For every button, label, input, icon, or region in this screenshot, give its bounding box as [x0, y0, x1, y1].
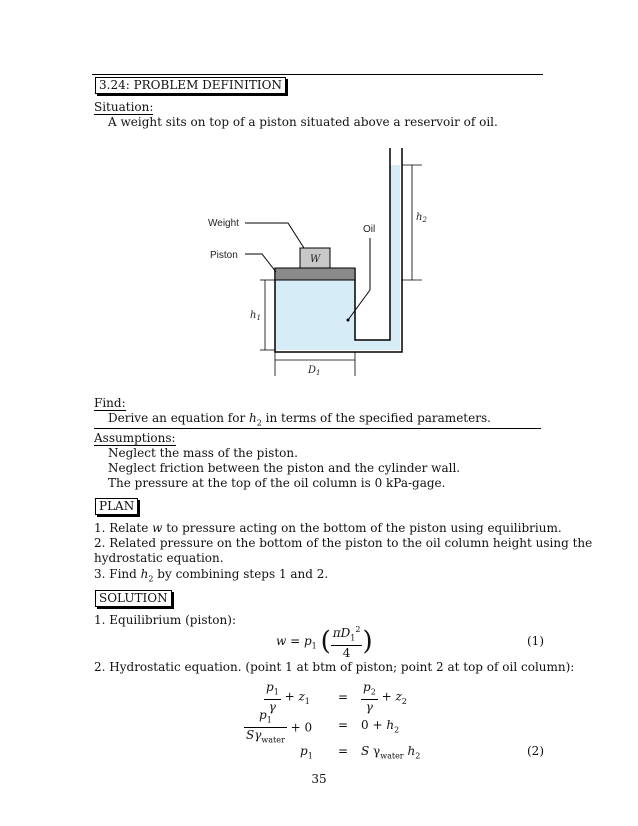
hydrostatic-line-1-rhs: $\frac{p_2}{\gamma}$ + $z_2$ [363, 680, 407, 715]
plan-step-1: 1. Relate w to pressure acting on the bottom of the piston using equilibrium. [94, 521, 562, 535]
hydrostatic-line-2-equals: = [338, 718, 349, 732]
weight-label: Weight [208, 218, 239, 229]
assumptions-label: Assumptions: [94, 431, 176, 445]
top-rule [92, 74, 543, 75]
plan-step-2-line-1: 2. Related pressure on the bottom of the piston to the oil column height using the [94, 536, 593, 550]
piston-label: Piston [210, 250, 238, 261]
hydrostatic-line-3-rhs: S $\gamma_{water}$ $h_2$ [361, 744, 421, 761]
h1-label: $h_1$ [250, 310, 261, 322]
weight-symbol: W [310, 254, 321, 265]
hydrostatic-line-2-lhs: $\frac{p_1}{S\gamma_{water}}$ + 0 [246, 708, 313, 745]
solution-header: SOLUTION [95, 590, 172, 607]
container-inner-wall [355, 148, 390, 340]
fluid-column [390, 165, 400, 350]
assumption-2: Neglect friction between the piston and the cylinder wall. [108, 461, 461, 475]
plan-step-2-line-2: hydrostatic equation. [94, 551, 224, 565]
situation-text: A weight sits on top of a piston situated above a reservoir of oil. [108, 115, 498, 129]
d1-label: $D_1$ [308, 365, 321, 377]
piston-leader [245, 254, 276, 272]
hydrostatic-line-3-equals: = [338, 744, 349, 758]
equation-1-number: (1) [527, 634, 544, 648]
solution-step-2: 2. Hydrostatic equation. (point 1 at btm of piston; point 2 at top of oil column): [94, 660, 575, 674]
page-number: 35 [311, 772, 327, 786]
situation-label: Situation: [94, 100, 154, 114]
plan-header: PLAN [95, 498, 138, 515]
problem-definition-header: 3.24: PROBLEM DEFINITION [95, 77, 286, 94]
plan-step-3: 3. Find $h_2$ by combining steps 1 and 2. [94, 567, 329, 584]
equation-1: $w = p_1$ ( $\frac{\pi D_1^2}{4}$ ) [276, 625, 373, 661]
hydrostatic-line-3-lhs: $p_1$ [300, 744, 313, 761]
hydrostatic-line-1-equals: = [338, 690, 349, 704]
hydrostatic-line-2-rhs: $0 + h_2$ [361, 718, 400, 735]
weight-leader [245, 223, 304, 248]
hydrostatic-line-1-lhs: $\frac{p_1}{\gamma}$ + $z_1$ [266, 680, 310, 715]
piston-reservoir-figure [190, 140, 450, 380]
piston [275, 268, 355, 280]
oil-label: Oil [363, 224, 376, 235]
find-label: Find: [94, 396, 126, 410]
find-text: Derive an equation for $h_2$ in terms of the specified parameters. [108, 411, 491, 428]
assumption-1: Neglect the mass of the piston. [108, 446, 298, 460]
fluid-under-piston [275, 280, 355, 350]
equation-2-number: (2) [527, 744, 544, 758]
solution-step-1: 1. Equilibrium (piston): [94, 613, 236, 627]
find-rule [94, 428, 541, 429]
h2-label: $h_2$ [416, 212, 427, 224]
assumption-3: The pressure at the top of the oil column is 0 kPa-gage. [108, 476, 446, 490]
oil-point [347, 319, 350, 322]
